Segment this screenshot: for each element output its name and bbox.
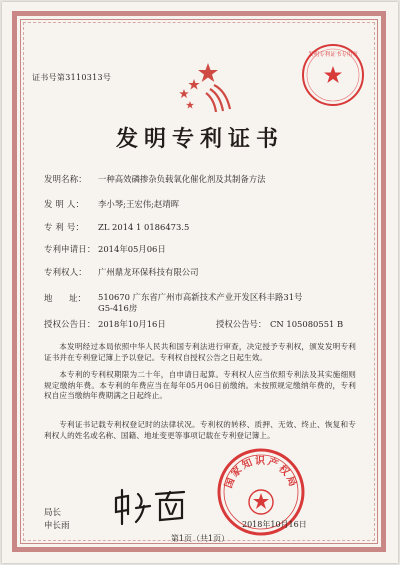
address-value: 510670 广东省广州市高新技术产业开发区科丰路31号G5-416房 — [98, 292, 303, 313]
director-title: 局长 — [44, 508, 62, 518]
certificate-title: 发明专利证书 — [115, 126, 284, 152]
grant-no-label: 授权公告号： — [216, 319, 267, 329]
patent-no-value: ZL 2014 1 0186473.5 — [98, 222, 190, 232]
seal-date: 2018年10月16日 — [242, 520, 307, 529]
field-inventors — [44, 199, 179, 210]
field-patent-no — [44, 222, 189, 233]
certificate-sheet — [2, 2, 398, 563]
certificate-number-value: 3110313号 — [65, 73, 112, 82]
seal-text: 国家知识产权局 — [223, 456, 299, 490]
field-filing-date — [44, 244, 166, 255]
invention-name-value: 一种高效磷掺杂负载氧化催化剂及其制备方法 — [98, 174, 266, 184]
address-label: 地 址： — [44, 293, 86, 303]
certificate-number-label: 证书号第 — [32, 73, 66, 82]
patent-stamp-icon — [300, 42, 366, 108]
grant-date-label: 授权公告日： — [44, 319, 96, 329]
grant-no-value: CN 105080551 B — [270, 319, 344, 329]
holder-value: 广州鼎龙环保科技有限公司 — [98, 267, 199, 277]
inventors-value: 李小琴;王宏伟;赵靖晖 — [98, 199, 180, 209]
patent-no-label: 专 利 号： — [44, 222, 85, 232]
paragraph-3: 专利证书记载专利权登记时的法律状况。专利权的转移、质押、无效、终止、恢复和专利权人的姓名或名称、国籍、地址变更等事项记载在专利登记簿上。 — [44, 420, 356, 440]
paragraph-2: 本专利的专利权期限为二十年，自申请日起算。专利权人应当依照专利法及其实施细则规定缴纳年费。本专利的年费应当在每年05月06日前缴纳。未按照规定缴纳年费的，专利权自应当缴纳年费期满之日起终止。 — [44, 370, 356, 401]
holder-label: 专利权人： — [44, 267, 87, 277]
certificate-number — [32, 72, 111, 83]
signature-icon — [110, 484, 190, 528]
field-invention-name — [44, 174, 266, 185]
grant-date-value: 2018年10月16日 — [98, 319, 166, 329]
paragraph-1: 本发明经过本局依照中华人民共和国专利法进行审查，决定授予专利权，颁发发明专利证书并在专利登记簿上予以登记。专利权自授权公告之日起生效。 — [44, 342, 356, 362]
field-grant — [44, 319, 343, 330]
filing-date-value: 2014年05月06日 — [98, 244, 166, 254]
filing-date-label: 专利申请日： — [44, 244, 96, 254]
page-indicator: 第1页（共1页） — [170, 534, 230, 543]
invention-name-label: 发明名称： — [44, 174, 87, 184]
director-name: 申长雨 — [44, 521, 70, 531]
top-seal-text: 发明专利证书专用章 — [308, 52, 358, 58]
field-holder — [44, 267, 199, 278]
emblem-icon — [162, 57, 242, 115]
inventors-label: 发 明 人： — [44, 199, 85, 209]
